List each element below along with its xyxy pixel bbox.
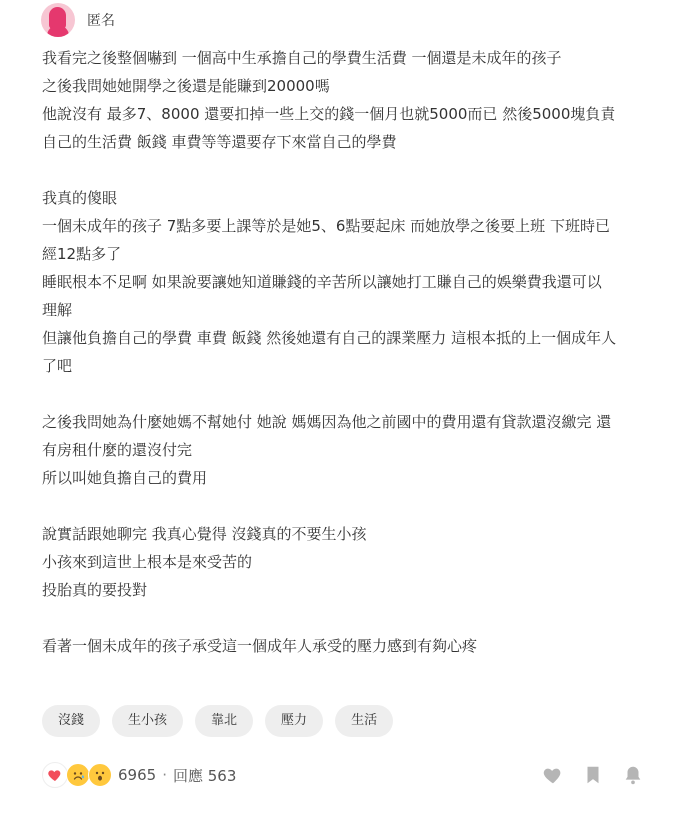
- post-line-blank: [42, 604, 662, 632]
- post-line: 投胎真的要投對: [42, 581, 148, 599]
- post-line: 有房租什麼的還沒付完: [42, 441, 193, 459]
- tag[interactable]: 生活: [335, 705, 393, 737]
- separator-dot: ·: [162, 766, 167, 784]
- reaction-summary[interactable]: [42, 762, 110, 788]
- post-line-blank: [42, 380, 662, 408]
- tag[interactable]: 沒錢: [42, 705, 100, 737]
- post-line: 之後我問她為什麼她媽不幫她付 她說 媽媽因為他之前國中的費用還有貸款還沒繳完 還: [42, 413, 612, 431]
- post-content: [42, 44, 662, 660]
- post-line-blank: [42, 492, 662, 520]
- post-line: 一個未成年的孩子 7點多要上課等於是她5、6點要起床 而她放學之後要上班 下班時已: [42, 217, 610, 235]
- tag-list: [42, 705, 393, 737]
- tag[interactable]: 靠北: [195, 705, 253, 737]
- tag[interactable]: 生小孩: [112, 705, 183, 737]
- avatar-head: [52, 9, 65, 22]
- post-line: 我真的傻眼: [42, 189, 118, 207]
- tag[interactable]: 壓力: [265, 705, 323, 737]
- reply-count[interactable]: 回應 563: [172, 766, 237, 785]
- post-line: 所以叫她負擔自己的費用: [42, 469, 208, 487]
- post-line: 他說沒有 最多7、8000 還要扣掉一些上交的錢一個月也就5000而已 然後5000塊負責: [42, 105, 616, 123]
- sad-face-reaction-icon: [66, 763, 90, 787]
- post-footer: [42, 760, 644, 790]
- post-line: 經12點多了: [42, 245, 122, 263]
- post-line: 說實話跟她聊完 我真心覺得 沒錢真的不要生小孩: [42, 525, 367, 543]
- post-header: [41, 3, 115, 37]
- bell-icon[interactable]: [622, 764, 644, 786]
- post-line: 之後我問她她開學之後還是能賺到20000嗎: [42, 77, 330, 95]
- post-line: 小孩來到這世上根本是來受苦的: [42, 553, 253, 571]
- reaction-count[interactable]: 6965: [118, 766, 157, 784]
- surprised-face-reaction-icon: [88, 763, 112, 787]
- heart-reaction-icon: [42, 762, 68, 788]
- post-line: 我看完之後整個嚇到 一個高中生承擔自己的學費生活費 一個還是未成年的孩子: [42, 49, 562, 67]
- avatar[interactable]: [41, 3, 75, 37]
- post-line: 自己的生活費 飯錢 車費等等還要存下來當自己的學費: [42, 133, 397, 151]
- post-line: 但讓他負擔自己的學費 車費 飯錢 然後她還有自己的課業壓力 這根本抵的上一個成年人: [42, 329, 617, 347]
- bookmark-icon[interactable]: [582, 764, 604, 786]
- heart-icon[interactable]: [542, 764, 564, 786]
- post-line: 看著一個未成年的孩子承受這一個成年人承受的壓力感到有夠心疼: [42, 637, 478, 655]
- post-line: 理解: [42, 301, 73, 319]
- post-line-blank: [42, 156, 662, 184]
- post-actions: [542, 764, 644, 786]
- post-line: 了吧: [42, 357, 73, 375]
- post-line: 睡眠根本不足啊 如果說要讓她知道賺錢的辛苦所以讓她打工賺自己的娛樂費我還可以: [42, 273, 602, 291]
- avatar-body: [47, 25, 69, 37]
- author-name[interactable]: 匿名: [87, 13, 115, 29]
